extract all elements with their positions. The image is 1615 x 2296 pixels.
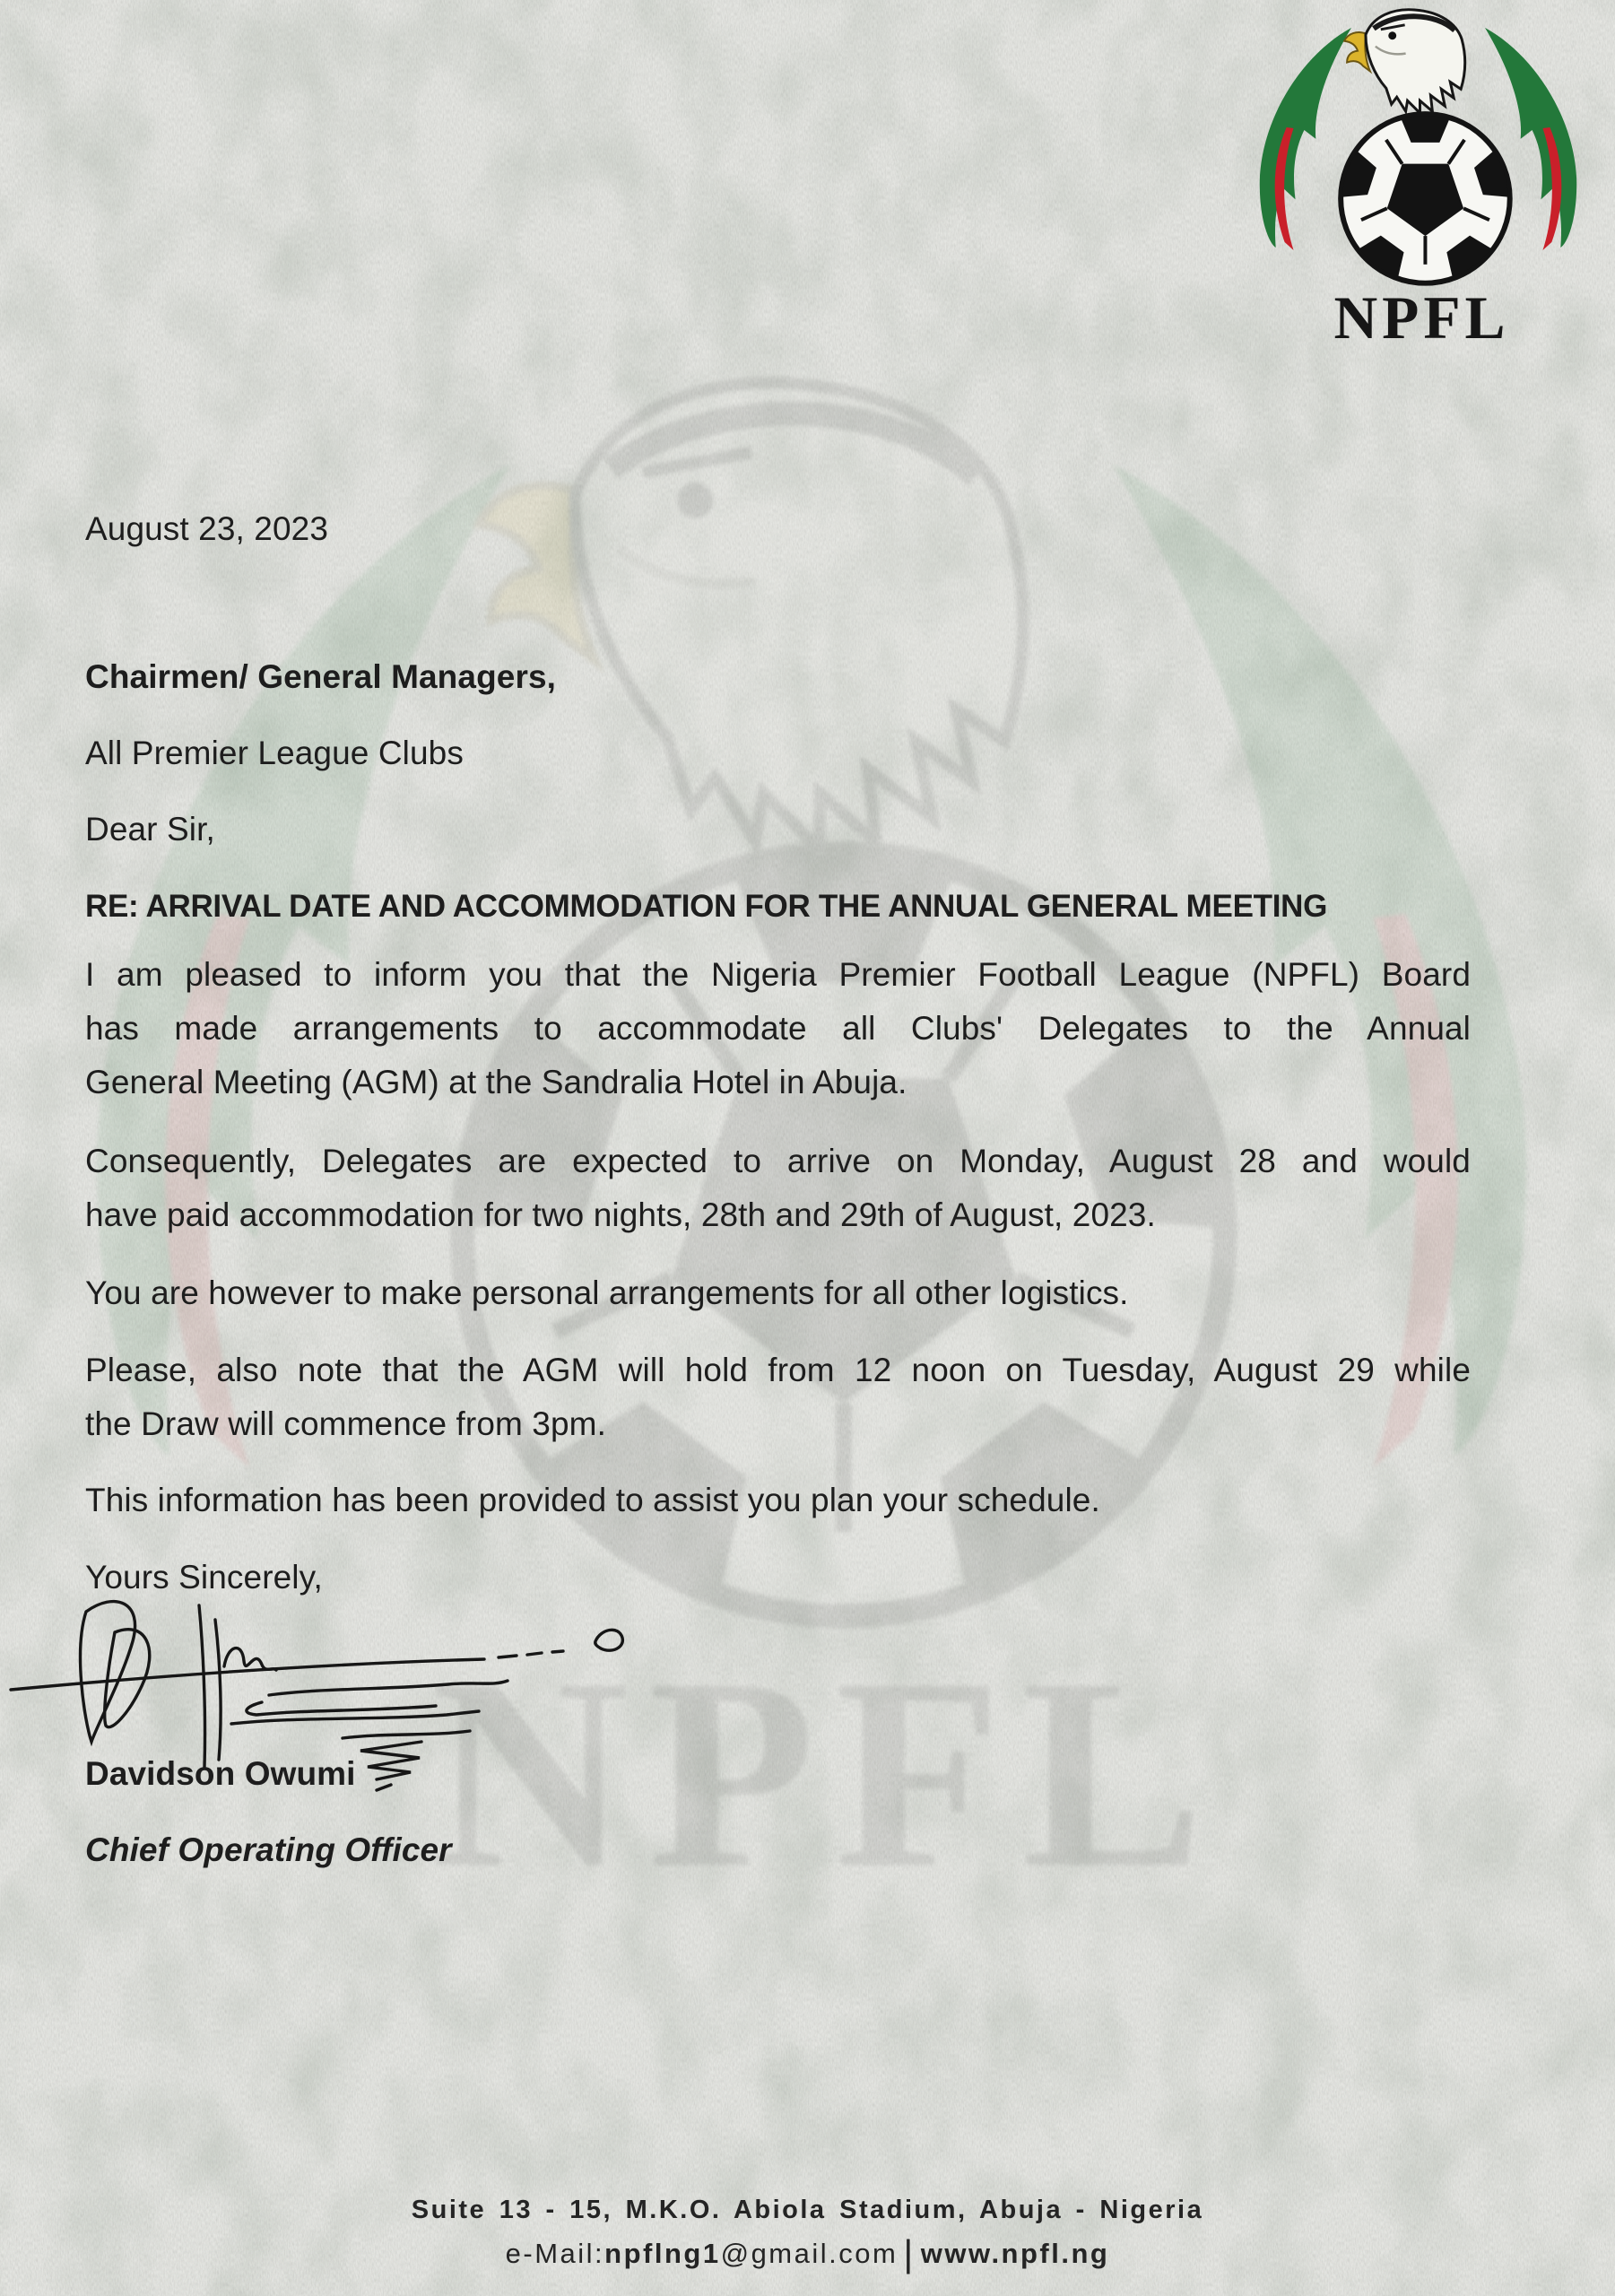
body-line: This information has been provided to assist you plan your schedule. xyxy=(85,1482,1100,1518)
body-line: has made arrangements to accommodate all Clubs' Delegates to the Annual xyxy=(85,1010,1471,1047)
body-line: General Meeting (AGM) at the Sandralia Hotel in Abuja. xyxy=(85,1064,907,1100)
footer-contact xyxy=(0,2232,1615,2275)
subject-line: RE: ARRIVAL DATE AND ACCOMMODATION FOR THE ANNUAL GENERAL MEETING xyxy=(85,889,1328,924)
recipient-line-2: All Premier League Clubs xyxy=(85,735,464,771)
paragraph-2 xyxy=(85,1135,1471,1242)
closing: Yours Sincerely, xyxy=(85,1559,323,1596)
body-line: the Draw will commence from 3pm. xyxy=(85,1405,606,1442)
body-line: Consequently, Delegates are expected to arrive on Monday, August 28 and would xyxy=(85,1143,1471,1179)
body-line: I am pleased to inform you that the Nigeria Premier Football League (NPFL) Board xyxy=(85,956,1471,993)
body-line: have paid accommodation for two nights, 28th and 29th of August, 2023. xyxy=(85,1196,1156,1233)
npfl-logo xyxy=(1240,5,1596,364)
body-line: You are however to make personal arrangements for all other logistics. xyxy=(85,1274,1129,1311)
paragraph-3 xyxy=(85,1266,1471,1320)
salutation: Dear Sir, xyxy=(85,811,215,848)
paragraph-1 xyxy=(85,948,1471,1109)
footer-separator: | xyxy=(903,2232,916,2274)
body-line: Please, also note that the AGM will hold from 12 noon on Tuesday, August 29 while xyxy=(85,1352,1471,1388)
paragraph-5 xyxy=(85,1474,1471,1527)
recipient-line-1: Chairmen/ General Managers, xyxy=(85,658,556,695)
paragraph-4 xyxy=(85,1344,1471,1451)
signatory-title: Chief Operating Officer xyxy=(85,1831,452,1868)
footer-email-domain: @gmail.com xyxy=(720,2238,899,2269)
footer-email-label: e-Mail: xyxy=(505,2238,605,2269)
letter-date: August 23, 2023 xyxy=(85,510,328,547)
footer-address: Suite 13 - 15, M.K.O. Abiola Stadium, Abuja - Nigeria xyxy=(411,2196,1204,2224)
footer-website: www.npfl.ng xyxy=(920,2238,1110,2269)
footer-email-user: npflng1 xyxy=(604,2238,721,2269)
signatory-name: Davidson Owumi xyxy=(85,1755,356,1792)
